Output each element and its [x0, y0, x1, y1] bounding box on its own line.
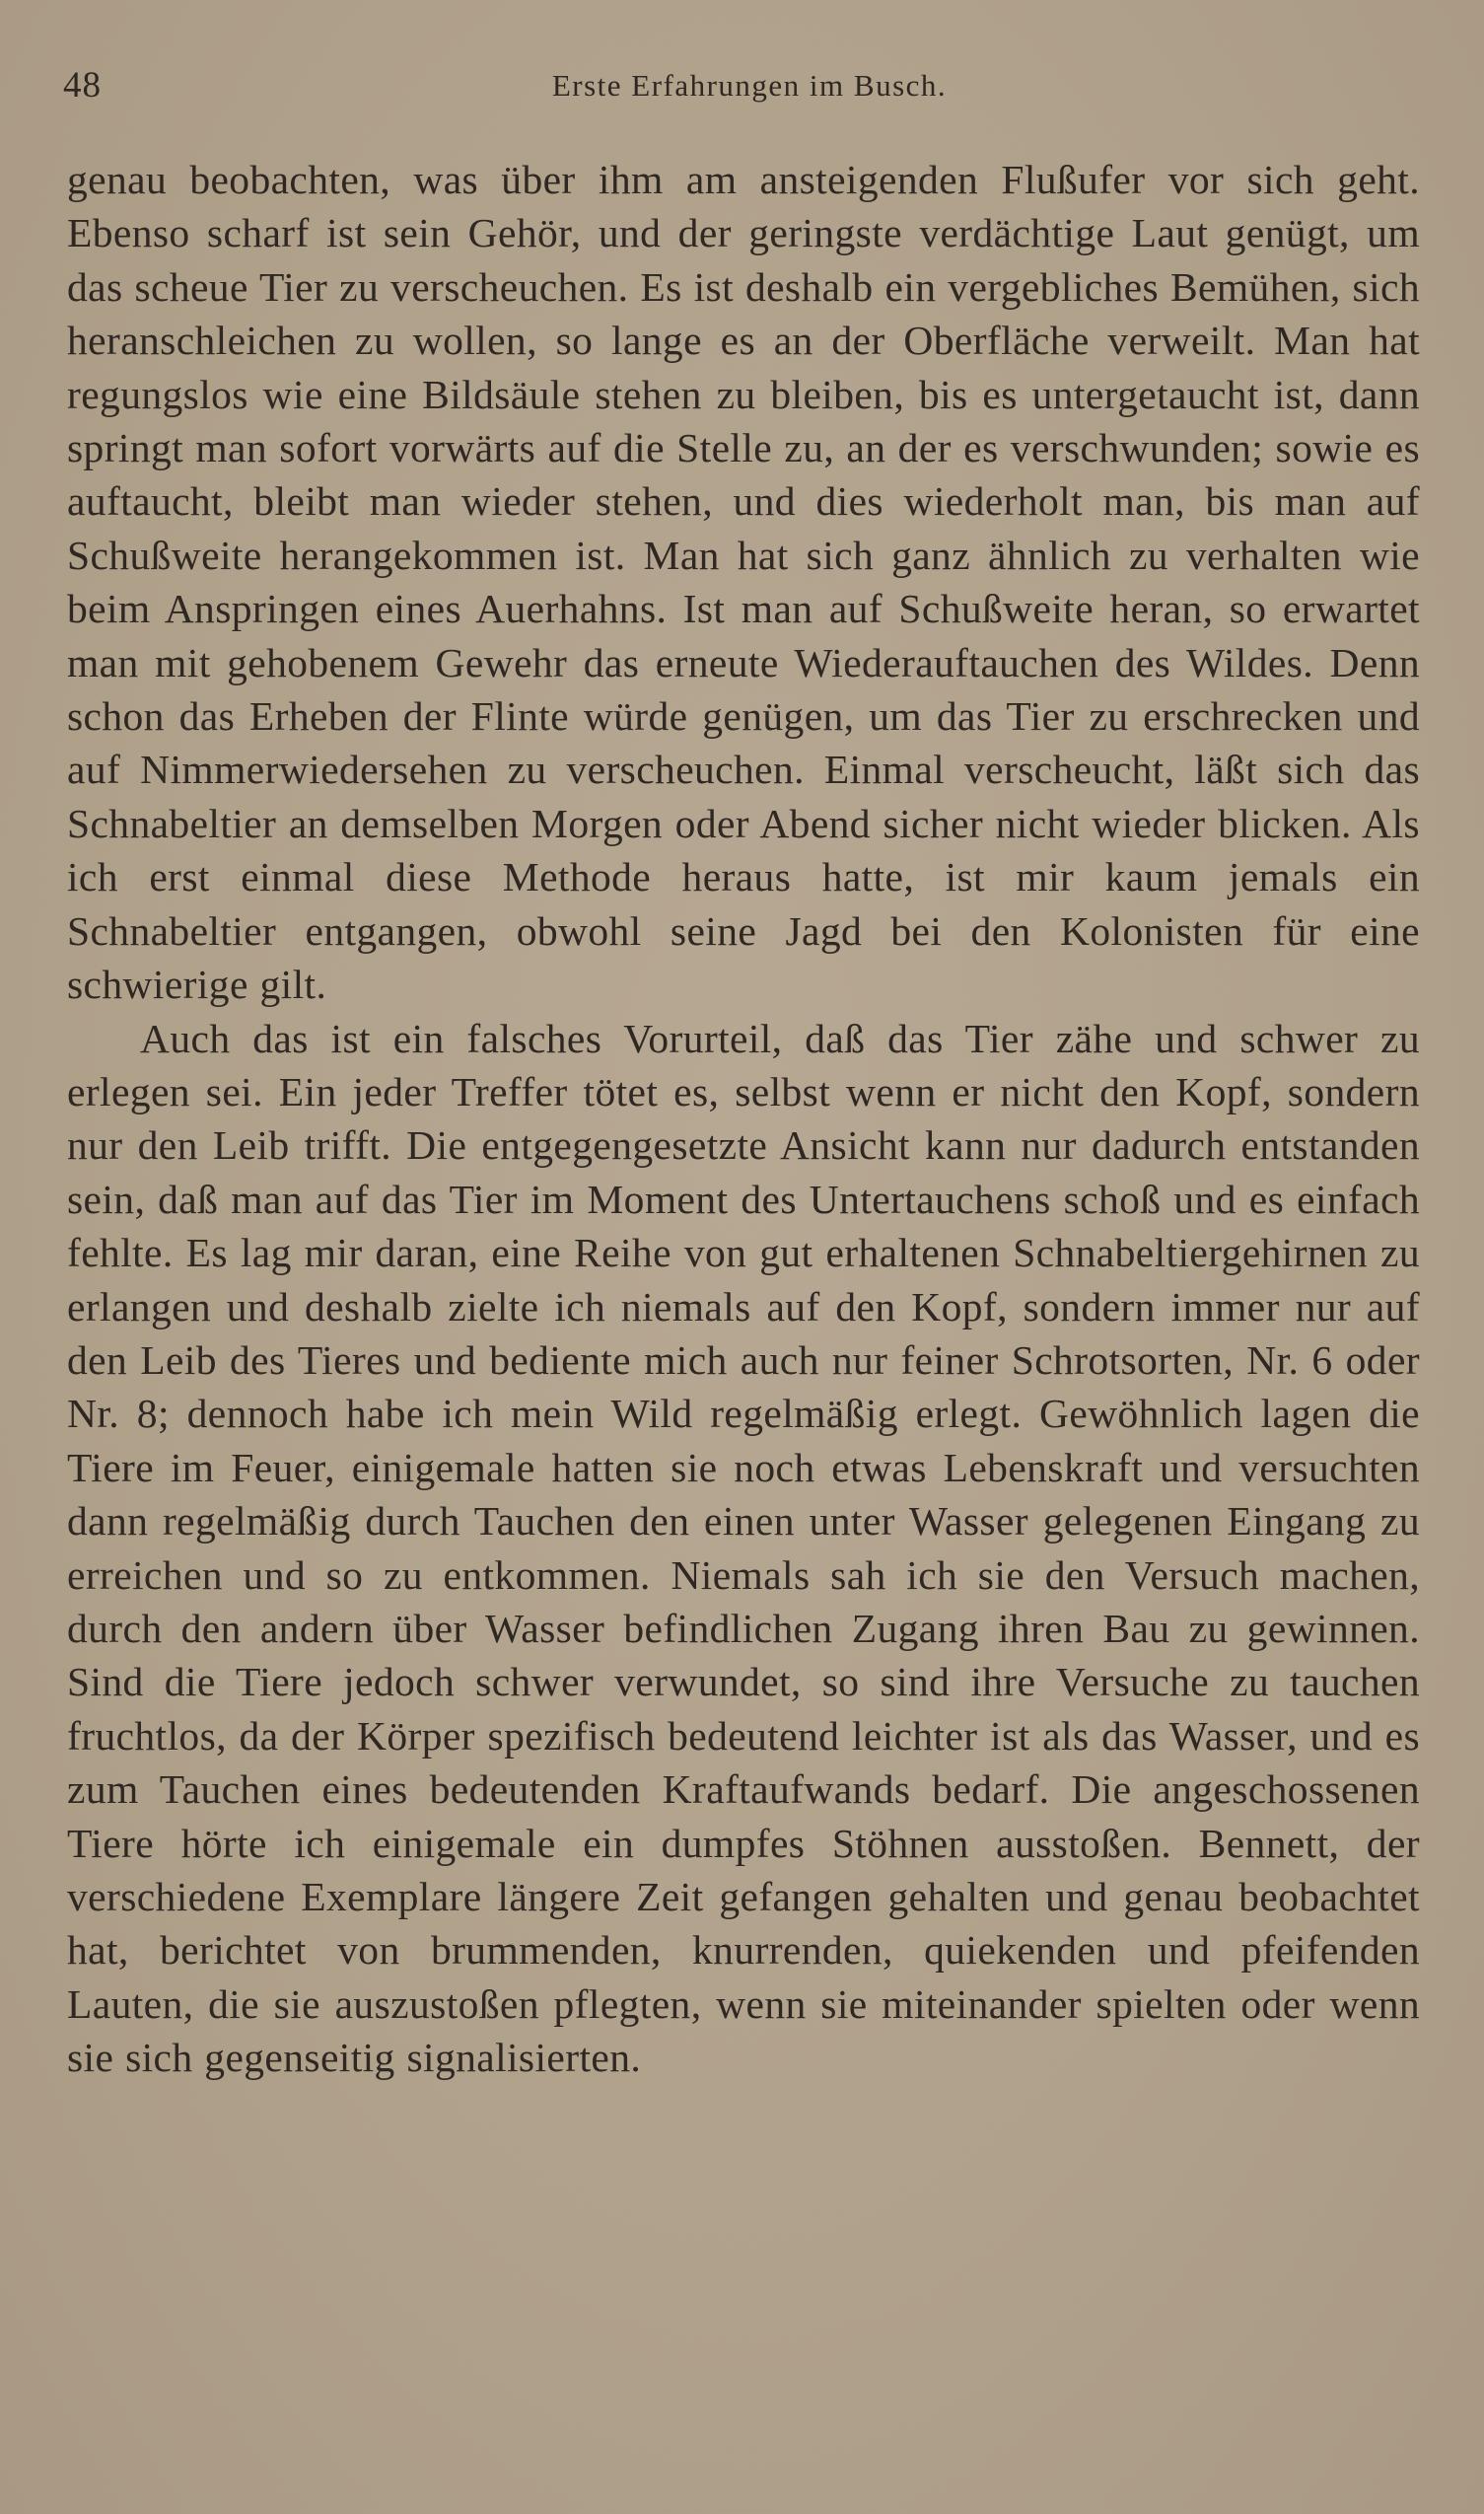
page-header — [0, 61, 1484, 110]
page-number: 48 — [63, 65, 102, 106]
running-title: Erste Erfahrungen im Busch. — [551, 68, 948, 103]
paragraph: Auch das ist ein falsches Vorurteil, daß das Tier zähe und schwer zu erlegen sei. Ein jeder Treffer tötet es, selbst wenn er nicht den Kopf, sondern nur den Leib trifft. Die entgegengesetzte Ansicht kann nur dadurch entstanden sein, daß man auf das Tier im Moment des Untertauchens schoß und es einfach fehlte. Es lag mir daran, eine Reihe von gut erhaltenen Schnabeltiergehirnen zu erlangen und deshalb zielte ich niemals auf den Kopf, sondern immer nur auf den Leib des Tieres und bediente mich auch nur feiner Schrotsorten, Nr. 6 oder Nr. 8; dennoch habe ich mein Wild regelmäßig erlegt. Gewöhnlich lagen die Tiere im Feuer, einigemale hatten sie noch etwas Lebenskraft und versuchten dann regelmäßig durch Tauchen den einen unter Wasser gelegenen Eingang zu erreichen und so zu entkommen. Niemals sah ich sie den Versuch machen, durch den andern über Wasser befindlichen Zugang ihren Bau zu gewinnen. Sind die Tiere jedoch schwer verwundet, so sind ihre Versuche zu tauchen fruchtlos, da der Körper spezifisch bedeutend leichter ist als das Wasser, und es zum Tauchen eines bedeutenden Kraftaufwands bedarf. Die angeschossenen Tiere hörte ich einigemale ein dumpfes Stöhnen ausstoßen. Bennett, der verschiedene Exemplare längere Zeit gefangen gehalten und genau beobachtet hat, berichtet von brummenden, knurrenden, quiekenden und pfeifenden Lauten, die sie auszustoßen pflegten, wenn sie miteinander spielten oder wenn sie sich gegenseitig signalisierten. — [67, 1015, 1420, 2081]
paragraph-continued: genau beobachten, was über ihm am ansteigenden Flußufer vor sich geht. Ebenso scharf ist sein Gehör, und der geringste verdächtige Laut genügt, um das scheue Tier zu verscheuchen. Es ist deshalb ein vergebliches Bemühen, sich heranschleichen zu wollen, so lange es an der Oberfläche verweilt. Man hat regungslos wie eine Bildsäule stehen zu bleiben, bis es untergetaucht ist, dann springt man sofort vorwärts auf die Stelle zu, an der es verschwunden; sowie es auftaucht, bleibt man wieder stehen, und dies wiederholt man, bis man auf Schußweite herangekommen ist. Man hat sich ganz ähnlich zu verhalten wie beim Anspringen eines Auerhahns. Ist man auf Schußweite heran, so erwartet man mit gehobenem Gewehr das erneute Wiederauftauchen des Wildes. Denn schon das Erheben der Flinte würde genügen, um das Tier zu erschrecken und auf Nimmerwiedersehen zu verscheuchen. Einmal verscheucht, läßt sich das Schnabeltier an demselben Morgen oder Abend sicher nicht wieder blicken. Als ich erst einmal diese Methode heraus hatte, ist mir kaum jemals ein Schnabeltier entgangen, obwohl seine Jagd bei den Kolonisten für eine schwierige gilt. — [67, 157, 1420, 1008]
body-text — [67, 153, 1420, 2085]
